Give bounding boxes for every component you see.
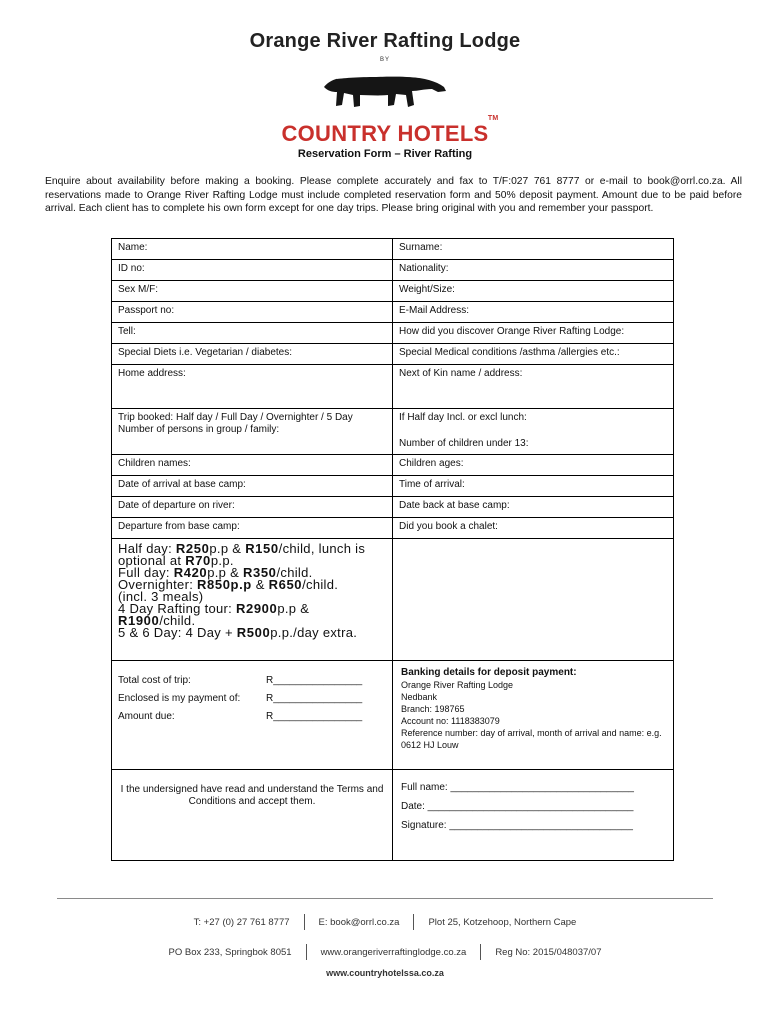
footer-telephone: T: +27 (0) 27 761 8777 — [193, 916, 290, 928]
rate-text: (incl. 3 meals) — [118, 589, 204, 604]
rate-price: R420 — [173, 565, 208, 580]
trip-booked-label: Trip booked: Half day / Full Day / Overnighter / 5 Day — [118, 412, 353, 423]
persons-label: Number of persons in group / family: — [118, 424, 280, 435]
arrival-time-field[interactable]: Time of arrival: — [393, 476, 674, 497]
children-under-label: Number of children under 13: — [399, 438, 529, 449]
nationality-field[interactable]: Nationality: — [393, 260, 674, 281]
rate-price: R2900 — [236, 601, 278, 616]
enclosed-payment-blank[interactable]: R________________ — [266, 693, 363, 704]
date-back-field[interactable]: Date back at base camp: — [393, 497, 674, 518]
rate-text: /child. — [159, 613, 196, 628]
surname-field[interactable]: Surname: — [393, 239, 674, 260]
rate-price: R250 — [175, 541, 210, 556]
signoff-box — [393, 770, 674, 861]
banking-heading: Banking details for deposit payment: — [401, 667, 577, 678]
rate-price: R500 — [236, 625, 271, 640]
country-hotels-logo — [281, 115, 499, 147]
rate-text: & — [251, 577, 269, 592]
by-label: BY — [379, 57, 390, 63]
footer-email[interactable]: E: book@orrl.co.za — [318, 916, 400, 928]
form-title: Reservation Form – River Rafting — [297, 148, 473, 160]
rate-price: R150 — [245, 541, 279, 556]
reservation-form-table — [111, 238, 674, 861]
rate-text: Full day: — [118, 565, 174, 580]
rate-text: p.p & — [207, 565, 244, 580]
rate-price: R650 — [268, 577, 303, 592]
sex-field[interactable]: Sex M/F: — [112, 281, 393, 302]
brand-name: COUNTRY HOTELS — [281, 121, 489, 146]
medical-field[interactable]: Special Medical conditions /asthma /allergies etc.: — [393, 344, 674, 365]
half-day-lunch-label: If Half day Incl. or excl lunch: — [399, 412, 527, 423]
rate-text: /child, lunch is optional at — [118, 541, 366, 568]
amount-due-line[interactable] — [118, 711, 386, 723]
footer-row-1 — [0, 914, 770, 930]
departure-base-field[interactable]: Departure from base camp: — [112, 518, 393, 539]
rate-text: 5 & 6 Day: 4 Day + — [118, 625, 237, 640]
banking-details-box — [393, 661, 674, 770]
children-names-field[interactable]: Children names: — [112, 455, 393, 476]
rate-price: R70 — [185, 553, 211, 568]
footer-separator — [306, 944, 307, 960]
footer-separator — [480, 944, 481, 960]
amount-due-blank[interactable]: R________________ — [266, 711, 363, 722]
honey-badger-logo-icon — [320, 65, 450, 113]
half-day-lunch-field[interactable] — [393, 409, 674, 455]
rate-text: Overnighter: — [118, 577, 198, 592]
letterhead — [0, 30, 770, 147]
bank-account-name: Orange River Rafting Lodge — [401, 680, 514, 690]
total-cost-line[interactable] — [118, 675, 386, 687]
rate-text: p.p & — [277, 601, 310, 616]
arrival-date-field[interactable]: Date of arrival at base camp: — [112, 476, 393, 497]
passport-field[interactable]: Passport no: — [112, 302, 393, 323]
rate-text: Half day: — [118, 541, 176, 556]
amount-due-label: Amount due: — [118, 711, 175, 722]
footer-separator — [304, 914, 305, 930]
bank-branch: Branch: 198765 — [401, 704, 465, 714]
full-name-field[interactable]: Full name: _________________________________ — [401, 782, 634, 793]
intro-paragraph: Enquire about availability before making a booking. Please complete accurately and fax to T/F:027 761 8777 or e-mail to book@orrl.co.za. All reservations made to Orange River Rafting Lodge must include completed reservation form and 50% deposit payment. Amount due to be paid before arrival. Each client has to complete his own form except for one day trips. Please bring original with you and remember your passport. — [45, 176, 742, 214]
total-cost-label: Total cost of trip: — [118, 675, 191, 686]
rates-box — [112, 539, 393, 661]
rate-price: R850p.p — [197, 577, 252, 592]
lodge-title: Orange River Rafting Lodge — [249, 30, 521, 52]
next-of-kin-field[interactable]: Next of Kin name / address: — [393, 365, 674, 409]
id-number-field[interactable]: ID no: — [112, 260, 393, 281]
blank-cell — [393, 539, 674, 661]
children-ages-field[interactable]: Children ages: — [393, 455, 674, 476]
footer-separator — [413, 914, 414, 930]
tell-field[interactable]: Tell: — [112, 323, 393, 344]
home-address-field[interactable]: Home address: — [112, 365, 393, 409]
enclosed-payment-line[interactable] — [118, 693, 386, 705]
enclosed-payment-label: Enclosed is my payment of: — [118, 693, 241, 704]
bank-reference: Reference number: day of arrival, month of arrival and name: e.g. 0612 HJ Louw — [401, 728, 662, 750]
footer-address: Plot 25, Kotzehoop, Northern Cape — [428, 916, 577, 928]
discover-field[interactable]: How did you discover Orange River Rafting Lodge: — [393, 323, 674, 344]
declaration-box: I the undersigned have read and understand the Terms and Conditions and accept them. — [112, 770, 393, 861]
rate-text: p.p./day extra. — [270, 625, 358, 640]
email-field[interactable]: E-Mail Address: — [393, 302, 674, 323]
country-hotels-website[interactable]: www.countryhotelssa.co.za — [326, 968, 444, 978]
trip-booked-field[interactable] — [112, 409, 393, 455]
rate-text: p.p & — [209, 541, 246, 556]
rate-price: R1900 — [118, 613, 160, 628]
bank-name: Nedbank — [401, 692, 438, 702]
weight-size-field[interactable]: Weight/Size: — [393, 281, 674, 302]
footer-divider — [57, 898, 713, 899]
cost-box — [112, 661, 393, 770]
date-field[interactable]: Date: _____________________________________ — [401, 801, 634, 812]
rate-text: 4 Day Rafting tour: — [118, 601, 236, 616]
footer-po-box: PO Box 233, Springbok 8051 — [168, 946, 292, 958]
footer-registration: Reg No: 2015/048037/07 — [495, 946, 602, 958]
rate-text: /child. — [276, 565, 313, 580]
signature-field[interactable]: Signature: _________________________________ — [401, 820, 633, 831]
departure-river-field[interactable]: Date of departure on river: — [112, 497, 393, 518]
name-field[interactable]: Name: — [112, 239, 393, 260]
rate-price: R350 — [243, 565, 277, 580]
rate-text: /child. — [302, 577, 339, 592]
chalet-field[interactable]: Did you book a chalet: — [393, 518, 674, 539]
rate-text: p.p. — [210, 553, 234, 568]
total-cost-blank[interactable]: R________________ — [266, 675, 363, 686]
trademark-mark: TM — [487, 115, 499, 122]
footer-website[interactable]: www.orangeriverraftinglodge.co.za — [320, 946, 467, 958]
bank-account-number: Account no: 1118383079 — [401, 716, 500, 726]
diets-field[interactable]: Special Diets i.e. Vegetarian / diabetes: — [112, 344, 393, 365]
footer-row-2 — [0, 944, 770, 960]
